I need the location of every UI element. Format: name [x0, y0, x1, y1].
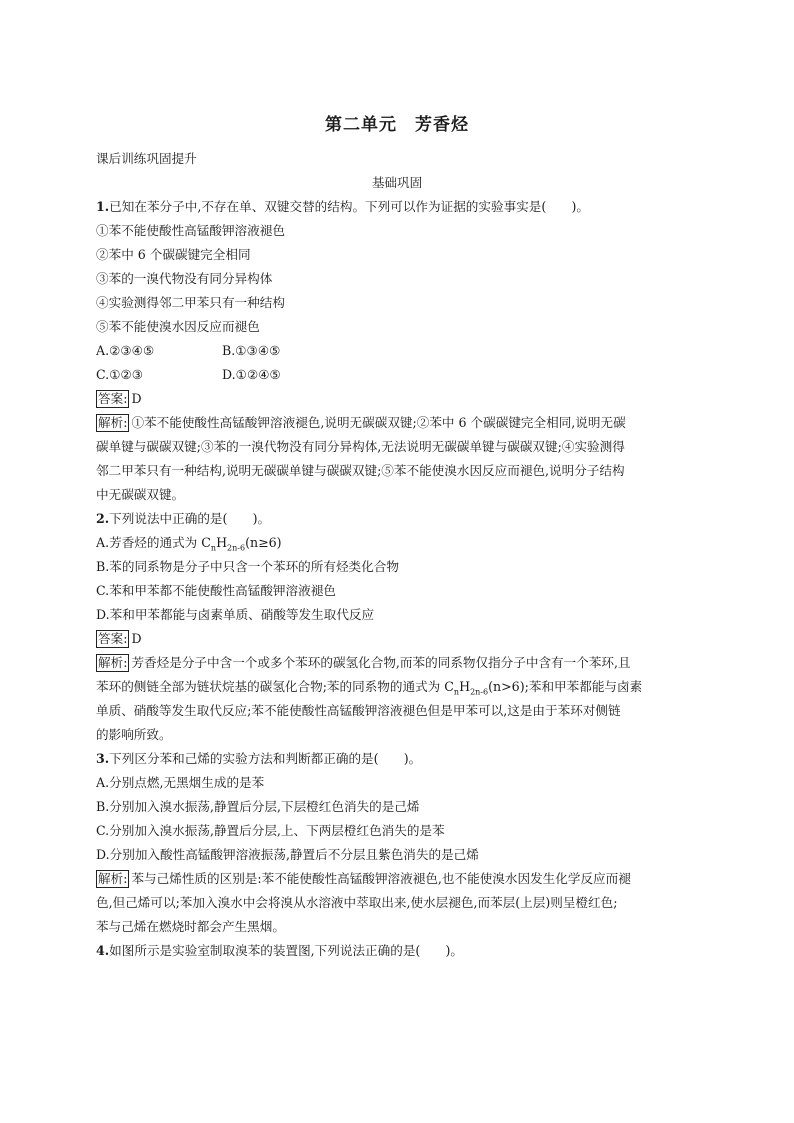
analysis-line: 邻二甲苯只有一种结构,说明无碳碳单键与碳碳双键;⑤苯不能使溴水因反应而褪色,说明分子结构 [96, 463, 625, 478]
question-text: 下列区分苯和己烯的实验方法和判断都正确的是( )。 [109, 751, 422, 766]
fact-item: ⑤苯不能使溴水因反应而褪色 [96, 319, 260, 334]
question-number: 4. [96, 943, 110, 958]
analysis-line: 苯与己烯在燃烧时都会产生黑烟。 [96, 919, 285, 934]
analysis-line: 解析: ①苯不能使酸性高锰酸钾溶液褪色,说明无碳碳双键;②苯中 6 个碳碳键完全相同,说明无碳 [98, 415, 626, 430]
question-number: 2. [96, 511, 110, 526]
analysis-line: 碳单键与碳碳双键;③苯的一溴代物没有同分异构体,无法说明无碳碳单键与碳碳双键;④实验测得 [96, 439, 625, 454]
question-number: 3. [96, 751, 110, 766]
question-3 [96, 747, 698, 939]
analysis-line: 中无碳碳双键。 [96, 487, 185, 502]
option-b: B.分别加入溴水振荡,静置后分层,下层橙红色消失的是己烯 [96, 799, 420, 814]
analysis-line: 色,但己烯可以;苯加入溴水中会将溴从水溶液中萃取出来,使水层褪色,而苯层(上层)则呈橙红色; [96, 895, 618, 910]
analysis-line: 的影响所致。 [96, 727, 172, 742]
question-stem [96, 195, 698, 219]
option-b: B.苯的同系物是分子中只含一个苯环的所有烃类化合物 [96, 559, 399, 574]
option-a: A.芳香烃的通式为 $C_nH_{2n-6}(n\ge 6)$ [96, 535, 282, 553]
analysis-tag: 解析: [98, 655, 128, 670]
answer-line [96, 387, 698, 411]
answer-value: D [131, 391, 142, 406]
analysis-line: 苯环的侧链全部为链状烷基的碳氢化合物;苯的同系物的通式为 $C_nH_{2n-6}(n>6)$;苯和甲苯都能与卤素 [96, 679, 643, 697]
answer-value: D [131, 631, 142, 646]
question-2 [96, 507, 698, 747]
option-a: A.分别点燃,无黑烟生成的是苯 [96, 775, 265, 790]
analysis-line: 解析: 苯与己烯性质的区别是:苯不能使酸性高锰酸钾溶液褪色,也不能使溴水因发生化学反应而褪 [98, 871, 631, 886]
fact-item: ②苯中 6 个碳碳键完全相同 [96, 247, 251, 262]
option-b: B.①③④⑤ [222, 343, 281, 358]
question-text: 下列说法中正确的是( )。 [109, 511, 271, 526]
option-a: A.②③④⑤ [96, 343, 155, 358]
option-d: D.苯和甲苯都能与卤素单质、硝酸等发生取代反应 [96, 607, 375, 622]
analysis-line: 解析: 芳香烃是分子中含一个或多个苯环的碳氢化合物,而苯的同系物仅指分子中含有一个苯环,且 [98, 655, 631, 670]
page-title: 第二单元 芳香烃 [325, 115, 469, 135]
options-row [96, 363, 698, 387]
option-c: C.苯和甲苯都不能使酸性高锰酸钾溶液褪色 [96, 583, 336, 598]
question-text: 已知在苯分子中,不存在单、双键交替的结构。下列可以作为证据的实验事实是( )。 [109, 199, 589, 214]
option-c: C.①②③ [96, 367, 144, 382]
fact-item: ①苯不能使酸性高锰酸钾溶液褪色 [96, 223, 285, 238]
analysis-line: 单质、硝酸等发生取代反应;苯不能使酸性高锰酸钾溶液褪色但是甲苯可以,这是由于苯环对侧链 [96, 703, 621, 718]
question-stem [96, 939, 698, 963]
analysis-tag: 解析: [98, 871, 128, 886]
question-text: 如图所示是实验室制取溴苯的装置图,下列说法正确的是( )。 [109, 943, 464, 958]
question-stem [96, 507, 698, 531]
document-body [96, 147, 698, 963]
answer-line [96, 627, 698, 651]
question-4 [96, 939, 698, 963]
section-heading: 课后训练巩固提升 [96, 151, 197, 166]
answer-tag: 答案: [98, 631, 128, 646]
subsection-heading: 基础巩固 [371, 175, 423, 190]
options-row [96, 339, 698, 363]
answer-tag: 答案: [98, 391, 128, 406]
question-stem [96, 747, 698, 771]
option-c: C.分别加入溴水振荡,静置后分层,上、下两层橙红色消失的是苯 [96, 823, 445, 838]
fact-item: ④实验测得邻二甲苯只有一种结构 [96, 295, 285, 310]
question-1 [96, 195, 698, 507]
analysis-tag: 解析: [98, 415, 128, 430]
option-d: D.分别加入酸性高锰酸钾溶液振荡,静置后不分层且紫色消失的是己烯 [96, 847, 479, 862]
question-number: 1. [96, 199, 110, 214]
option-d: D.①②④⑤ [222, 367, 281, 382]
fact-item: ③苯的一溴代物没有同分异构体 [96, 271, 273, 286]
